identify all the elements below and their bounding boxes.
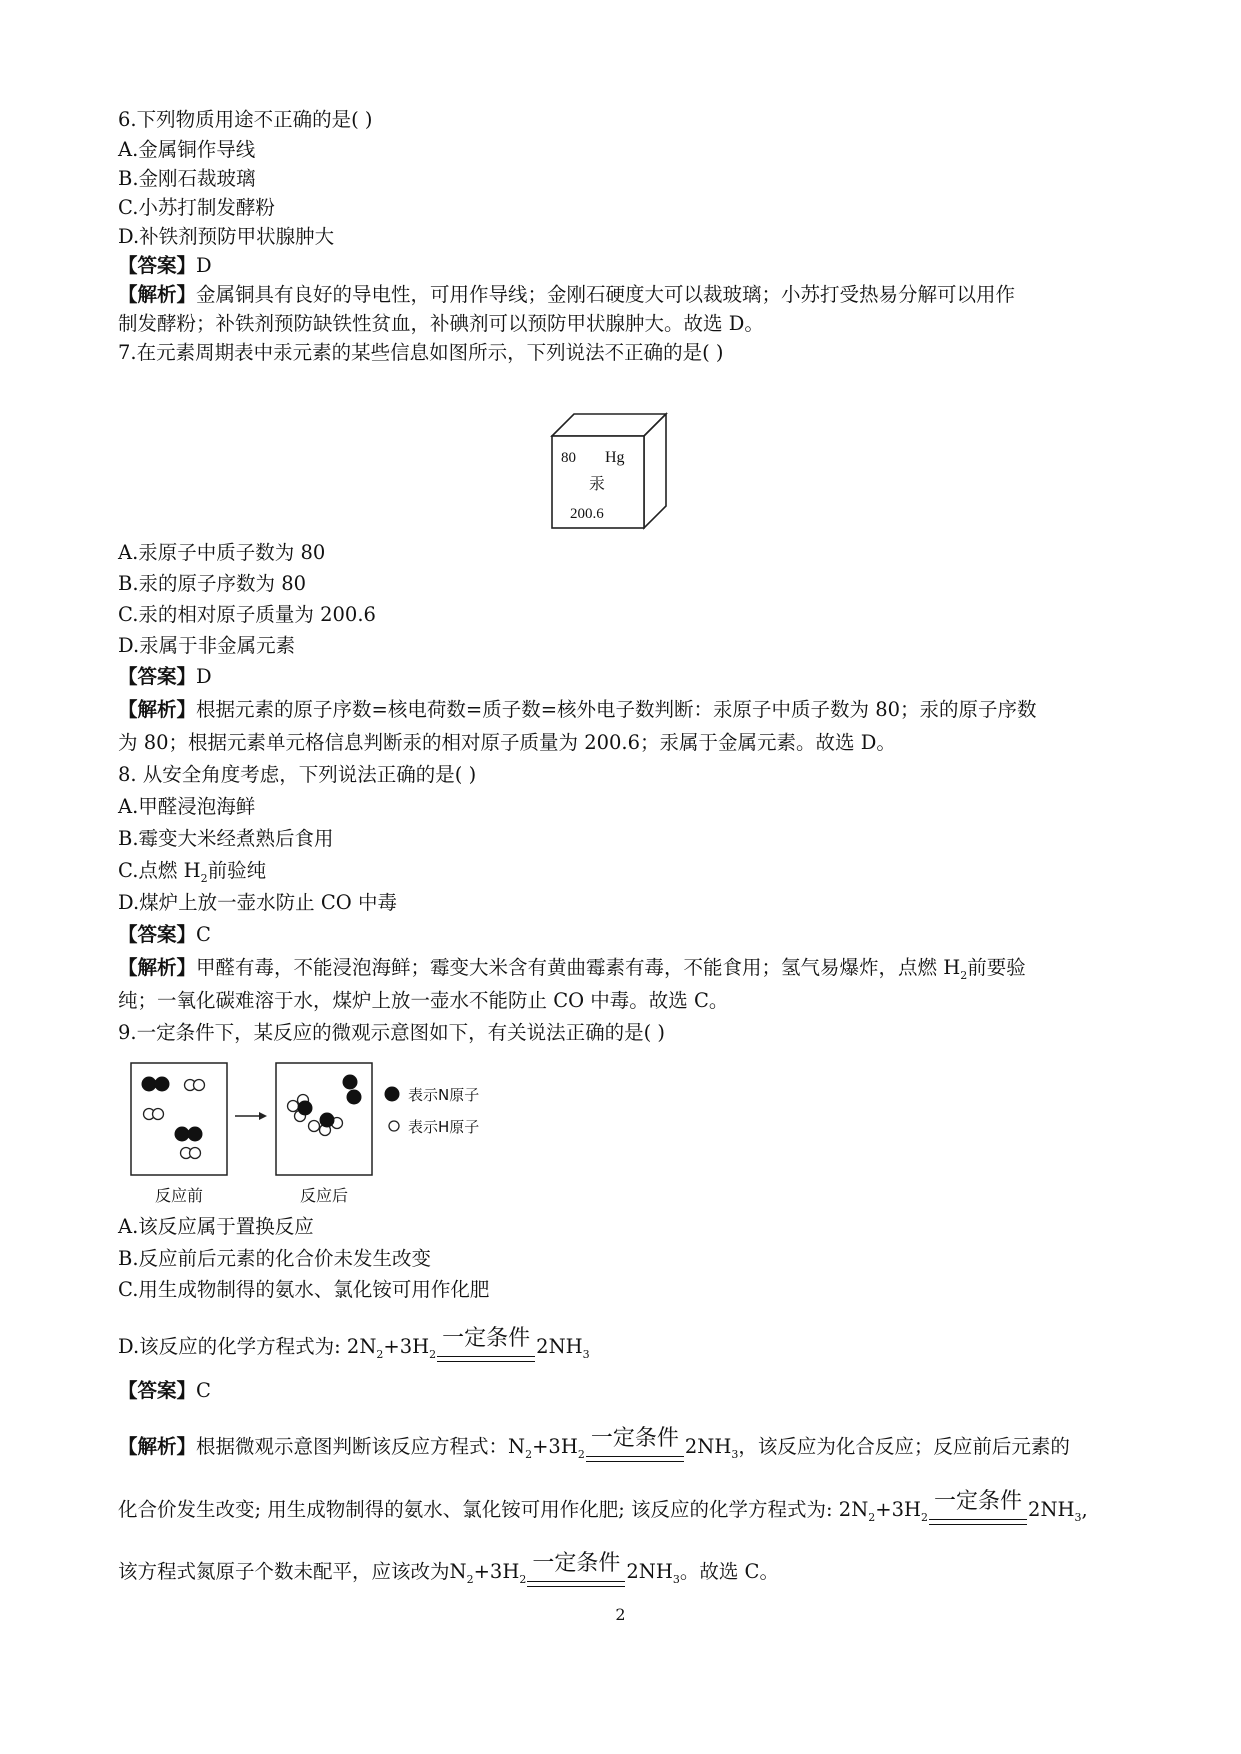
element-number: 80 <box>561 450 576 466</box>
q9-option-d: D.该反应的化学方程式为: $2N_2+3H_2$ 一定条件 $2NH_3$ <box>118 1334 590 1368</box>
q6-option-a: A.金属铜作导线 <box>118 138 256 161</box>
h-atom-legend-icon <box>389 1121 399 1131</box>
q6-analysis-line2: 制发酵粉；补铁剂预防缺铁性贫血，补碘剂可以预防甲状腺肿大。故选 D。 <box>118 312 764 335</box>
before-label: 反应前 <box>154 1186 204 1205</box>
q6-option-d: D.补铁剂预防甲状腺肿大 <box>118 225 335 248</box>
q9-option-b: B.反应前后元素的化合价未发生改变 <box>118 1247 432 1270</box>
q8-analysis-line2: 纯；一氧化碳难溶于水，煤炉上放一壶水不能防止 CO 中毒。故选 C。 <box>118 989 729 1012</box>
element-symbol: Hg <box>605 449 625 466</box>
answer-value: C <box>196 923 211 946</box>
q9-option-a: A.该反应属于置换反应 <box>118 1215 314 1238</box>
legend-n-label: 表示N原子 <box>408 1086 480 1104</box>
q9-option-c: C.用生成物制得的氨水、氯化铵可用作化肥 <box>118 1278 490 1301</box>
q6-answer <box>118 253 212 279</box>
reaction-condition: 一定条件 <box>586 1442 684 1468</box>
n-atom-legend-icon <box>385 1087 400 1102</box>
q8-option-b: B.霉变大米经煮熟后食用 <box>118 827 334 850</box>
analysis-tag: 【解析】 <box>118 956 197 979</box>
q9-analysis-line1: 【解析】根据微观示意图判断该反应方程式：$N_2+3H_2$ 一定条件 $2NH_3$，该反应为化合反应；反应前后元素的 <box>118 1434 1070 1468</box>
element-mass: 200.6 <box>570 506 604 522</box>
q8-option-c: C.点燃 $H_2$前验纯 <box>118 859 267 885</box>
q6-analysis-line1 <box>118 282 1015 308</box>
q8-option-d: D.煤炉上放一壶水防止 CO 中毒 <box>118 891 397 914</box>
q7-analysis-line2: 为 80；根据元素单元格信息判断汞的相对原子质量为 200.6；汞属于金属元素。故选 D。 <box>118 731 896 754</box>
element-name: 汞 <box>589 474 606 493</box>
answer-value: D <box>196 254 212 277</box>
q7-answer <box>118 664 212 690</box>
q7-stem: 7.在元素周期表中汞元素的某些信息如图所示，下列说法不正确的是( ) <box>118 341 724 364</box>
q8-analysis-line1: 【解析】甲醛有毒，不能浸泡海鲜；霉变大米含有黄曲霉素有毒，不能食用；氢气易爆炸，点燃 $H_2$前要验 <box>118 956 1026 982</box>
q9-answer <box>118 1378 211 1404</box>
answer-tag: 【答案】 <box>118 254 197 277</box>
answer-value: D <box>196 665 212 688</box>
q7-option-c: C.汞的相对原子质量为 200.6 <box>118 603 376 626</box>
page-number: 2 <box>615 1605 626 1624</box>
legend-h-label: 表示H原子 <box>408 1118 480 1136</box>
answer-tag: 【答案】 <box>118 665 197 688</box>
q7-option-a: A.汞原子中质子数为 80 <box>118 541 326 564</box>
q8-answer <box>118 922 211 948</box>
reaction-condition: 一定条件 <box>527 1567 625 1593</box>
q7-option-d: D.汞属于非金属元素 <box>118 634 296 657</box>
q7-analysis-line1 <box>118 697 1037 723</box>
q8-option-a: A.甲醛浸泡海鲜 <box>118 795 256 818</box>
analysis-tag: 【解析】 <box>118 283 197 306</box>
q9-stem: 9.一定条件下，某反应的微观示意图如下，有关说法正确的是( ) <box>118 1021 666 1044</box>
analysis-text: 金属铜具有良好的导电性，可用作导线；金刚石硬度大可以裁玻璃；小苏打受热易分解可以用作 <box>196 283 1016 306</box>
analysis-text: 根据元素的原子序数=核电荷数=质子数=核外电子数判断：汞原子中质子数为 80；汞的原子序数 <box>196 698 1037 721</box>
q6-stem: 6.下列物质用途不正确的是( ) <box>118 108 373 131</box>
q6-option-c: C.小苏打制发酵粉 <box>118 196 275 219</box>
reaction-condition: 一定条件 <box>437 1342 535 1368</box>
reaction-microscopic-diagram <box>128 1060 528 1210</box>
after-label: 反应后 <box>299 1186 349 1205</box>
answer-tag: 【答案】 <box>118 1379 197 1402</box>
reaction-condition: 一定条件 <box>929 1505 1027 1531</box>
q9-analysis-line2: 化合价发生改变; 用生成物制得的氨水、氯化铵可用作化肥; 该反应的化学方程式为: $2N_2+3H_2$ 一定条件 $2NH_3$, <box>118 1497 1088 1531</box>
mercury-element-cell <box>548 410 670 530</box>
answer-tag: 【答案】 <box>118 923 197 946</box>
analysis-tag: 【解析】 <box>118 698 197 721</box>
q8-stem: 8. 从安全角度考虑，下列说法正确的是( ) <box>118 763 477 786</box>
answer-value: C <box>196 1379 211 1402</box>
q9-analysis-line3: 该方程式氮原子个数未配平，应该改为$N_2+3H_2$ 一定条件 $2NH_3$。故选 C。 <box>118 1559 779 1593</box>
analysis-tag: 【解析】 <box>118 1435 197 1458</box>
q6-option-b: B.金刚石裁玻璃 <box>118 167 256 190</box>
q7-option-b: B.汞的原子序数为 80 <box>118 572 307 595</box>
